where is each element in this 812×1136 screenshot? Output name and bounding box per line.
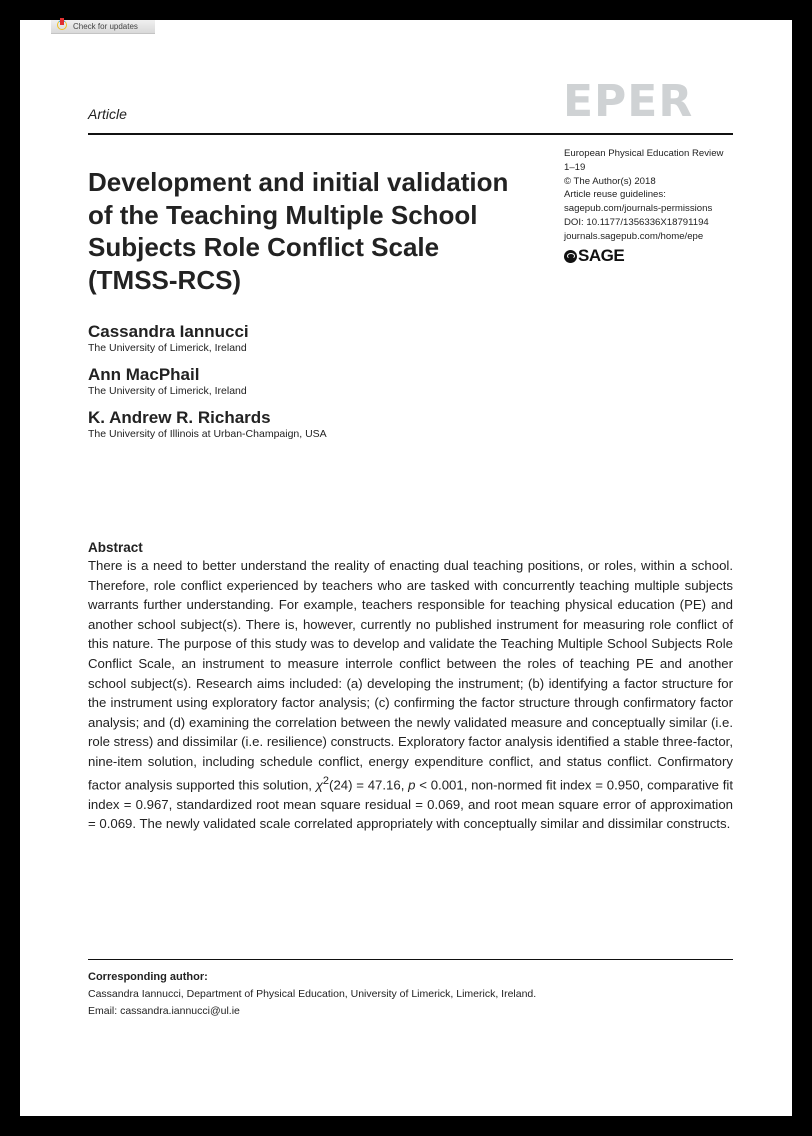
check-for-updates-button[interactable] — [51, 20, 155, 34]
reuse-guidelines-label: Article reuse guidelines: — [564, 189, 666, 201]
corresponding-author-label: Corresponding author: — [88, 971, 208, 983]
chi-superscript: 2 — [322, 774, 330, 787]
publisher-logo-text: SAGE — [578, 246, 625, 265]
chi-symbol: χ — [315, 776, 323, 792]
journal-name: European Physical Education Review — [564, 148, 724, 159]
author-affiliation: The University of Limerick, Ireland — [88, 385, 247, 397]
check-for-updates-label: Check for updates — [73, 22, 138, 31]
header-divider — [88, 133, 733, 135]
author-list — [88, 321, 327, 450]
corresponding-author — [88, 969, 536, 1020]
bookmark-update-icon — [57, 22, 67, 32]
sage-globe-icon — [564, 250, 577, 263]
permissions-link[interactable]: sagepub.com/journals-permissions — [564, 203, 713, 215]
author-name: Cassandra Iannucci — [88, 322, 249, 341]
corresponding-author-address: Cassandra Iannucci, Department of Physical Education, University of Limerick, Limerick, Ireland. — [88, 988, 537, 1000]
author-entry — [88, 364, 327, 398]
author-affiliation: The University of Limerick, Ireland — [88, 342, 247, 354]
copyright: © The Author(s) 2018 — [564, 175, 656, 187]
article-page — [20, 20, 792, 1116]
article-type-label: Article — [88, 106, 127, 122]
paper-title: Development and initial validation of the Teaching Multiple School Subjects Role Conflict Scale (TMSS-RCS) — [88, 167, 509, 295]
author-entry — [88, 407, 327, 441]
journal-logo: EPER — [563, 76, 694, 127]
abstract-heading: Abstract — [88, 540, 143, 555]
page-range: 1–19 — [564, 161, 586, 173]
abstract-body — [88, 556, 733, 834]
corresponding-author-email[interactable]: Email: cassandra.iannucci@ul.ie — [88, 1005, 240, 1017]
p-symbol: p — [408, 776, 416, 792]
publisher-logo — [564, 246, 624, 266]
abstract-section — [88, 539, 733, 834]
doi[interactable]: DOI: 10.1177/1356336X18791194 — [564, 216, 709, 228]
abstract-text-stat: (24) = 47.16, — [329, 776, 409, 792]
footer-divider — [88, 959, 733, 960]
author-affiliation: The University of Illinois at Urban-Champaign, USA — [88, 428, 327, 440]
author-name: Ann MacPhail — [88, 365, 200, 384]
abstract-text-end: < 0.001, non-normed fit index = 0.950, comparative fit index = 0.967, standardized root mean square residual = 0.069, and root mean square error of approximation = 0.069. The newly validated scale correlated appropriately with conceptually similar and dissimilar constructs. — [88, 776, 734, 832]
journal-home-link[interactable]: journals.sagepub.com/home/epe — [564, 230, 704, 242]
abstract-text: There is a need to better understand the reality of enacting dual teaching positions, or roles, within a school. Therefore, role conflict experienced by teachers who are tasked with concurrently teaching multiple subjects warrants further understanding. For example, teachers responsible for teaching physical education (PE) and another school subject(s). There is, however, currently no published instrument for measuring role conflict of this nature. The purpose of this study was to develop and validate the Teaching Multiple School Subjects Role Conflict Scale, an instrument to measure interrole conflict between the roles of teaching PE and another school subject(s). Research aims included: (a) developing the instrument; (b) identifying a factor structure for the instrument using exploratory factor analysis; (c) confirming the factor structure through confirmatory factor analysis; and (d) examining the correlation between the newly validated measure and conceptually similar (i.e. role stress) and dissimilar (i.e. resilience) constructs. Exploratory factor analysis identified a stable three-factor, nine-item solution, including schedule conflict, energy expenditure conflict, and status conflict. Confirmatory factor analysis supported this solution, — [88, 558, 733, 792]
author-entry — [88, 321, 327, 355]
journal-info — [564, 147, 723, 244]
author-name: K. Andrew R. Richards — [88, 408, 271, 427]
